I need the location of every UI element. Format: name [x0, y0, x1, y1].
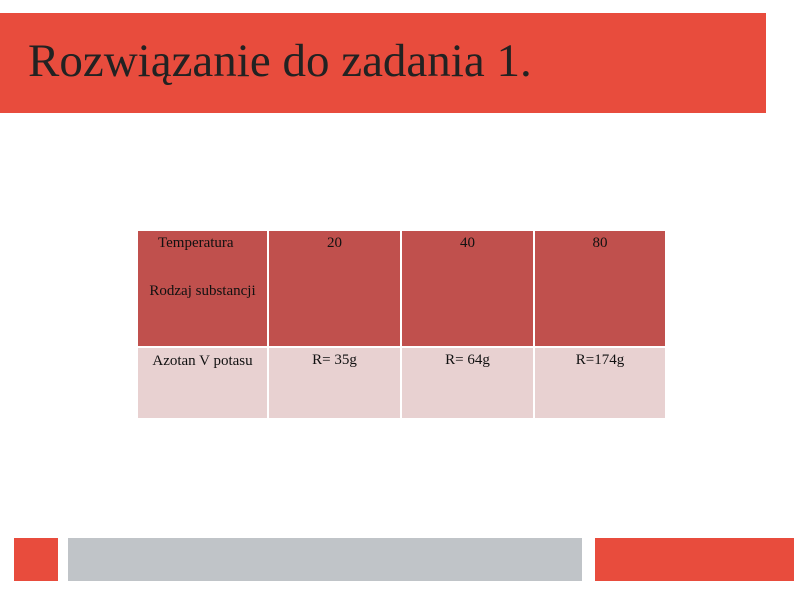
substance-name-label: Azotan V potasu: [152, 353, 253, 369]
table-corner-cell: [137, 230, 268, 347]
table-header-row: [137, 230, 666, 347]
table-row: [137, 347, 666, 419]
table-header-cell: [534, 230, 666, 347]
temperature-header-label: Temperatura: [158, 235, 234, 251]
temperature-80-label: 80: [592, 235, 608, 251]
solubility-value-80: R=174g: [575, 352, 625, 368]
footer-accent-right: [595, 538, 794, 581]
footer-bar: [68, 538, 582, 581]
slide-title: Rozwiązanie do zadania 1.: [28, 35, 532, 87]
solubility-value-20: R= 35g: [312, 352, 357, 368]
temperature-20-label: 20: [327, 235, 342, 251]
solubility-table: [136, 229, 667, 420]
table-header-cell: [401, 230, 534, 347]
table-cell: [534, 347, 666, 419]
row-label-cell: [137, 347, 268, 419]
solubility-value-40: R= 64g: [445, 352, 490, 368]
substance-type-header-label: Rodzaj substancji: [149, 283, 256, 299]
table-cell: [401, 347, 534, 419]
table-cell: [268, 347, 401, 419]
temperature-40-label: 40: [460, 235, 475, 251]
table-header-cell: [268, 230, 401, 347]
footer-accent-left: [14, 538, 58, 581]
